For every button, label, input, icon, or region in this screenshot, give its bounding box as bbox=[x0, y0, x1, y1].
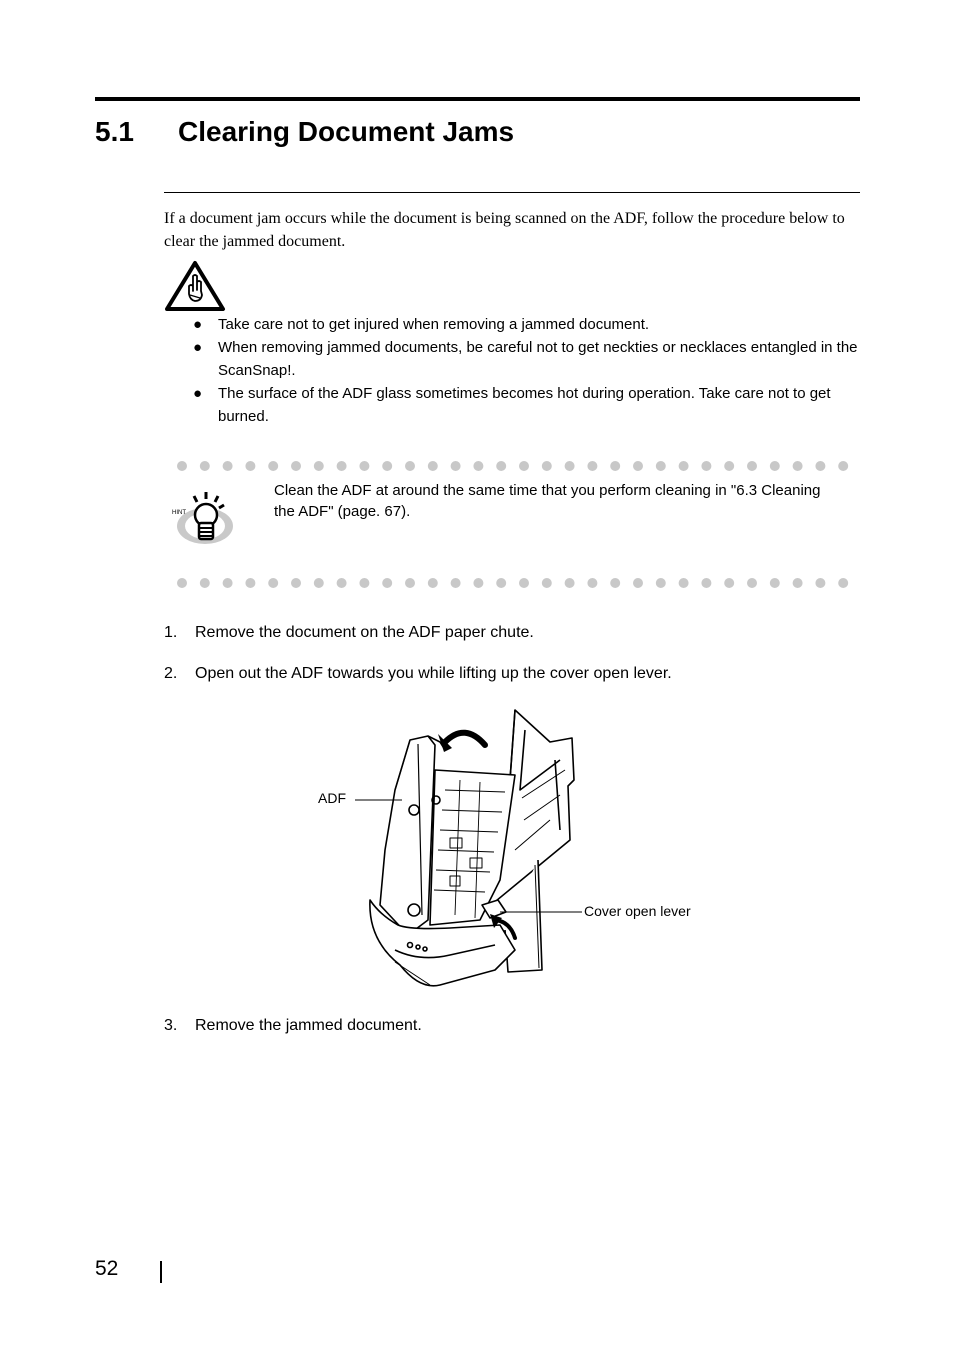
separator-dot bbox=[200, 461, 210, 471]
caution-hand-icon bbox=[164, 260, 226, 317]
separator-dot bbox=[656, 578, 666, 588]
separator-dot bbox=[268, 461, 278, 471]
separator-dot bbox=[382, 578, 392, 588]
separator-dot bbox=[565, 461, 575, 471]
separator-dot bbox=[770, 461, 780, 471]
separator-dot bbox=[496, 461, 506, 471]
page-number-bar bbox=[160, 1261, 162, 1283]
separator-dot bbox=[245, 578, 255, 588]
separator-dot bbox=[451, 461, 461, 471]
separator-dot bbox=[542, 461, 552, 471]
separator-dot bbox=[291, 461, 301, 471]
separator-dot bbox=[177, 461, 187, 471]
separator-dot bbox=[747, 461, 757, 471]
separator-dot bbox=[473, 578, 483, 588]
separator-dot bbox=[496, 578, 506, 588]
separator-dot bbox=[314, 578, 324, 588]
scanner-open-adf-illustration bbox=[310, 700, 610, 1005]
hint-text: Clean the ADF at around the same time that you perform cleaning in "6.3 Cleaning the ADF" (page. 67). bbox=[274, 482, 821, 520]
hint-label: HINT bbox=[172, 510, 186, 516]
separator-dot bbox=[314, 461, 324, 471]
warning-text: Take care not to get injured when removing a jammed document. bbox=[218, 316, 650, 333]
section-divider bbox=[164, 192, 860, 193]
step-text: Remove the jammed document. bbox=[195, 1017, 422, 1034]
warning-item bbox=[193, 336, 863, 382]
separator-dot bbox=[815, 578, 825, 588]
lightbulb-hint-icon bbox=[172, 490, 238, 557]
step-text: Open out the ADF towards you while lifting up the cover open lever. bbox=[195, 665, 672, 682]
page-number: 52 bbox=[95, 1257, 119, 1280]
separator-dot bbox=[382, 461, 392, 471]
step-number: 2. bbox=[164, 665, 178, 682]
hint-top-dotted-rule bbox=[176, 459, 851, 473]
separator-dot bbox=[633, 578, 643, 588]
intro-paragraph: If a document jam occurs while the document is being scanned on the ADF, follow the procedure below to clear the jammed document. bbox=[164, 210, 845, 250]
separator-dot bbox=[177, 578, 187, 588]
section-title: Clearing Document Jams bbox=[178, 116, 515, 147]
separator-dot bbox=[428, 578, 438, 588]
section-number: 5.1 bbox=[95, 116, 134, 147]
warning-text: When removing jammed documents, be careful not to get neckties or necklaces entangled in the ScanSnap!. bbox=[218, 339, 858, 379]
separator-dot bbox=[337, 578, 347, 588]
separator-dot bbox=[405, 578, 415, 588]
separator-dot bbox=[359, 461, 369, 471]
adf-callout-label: ADF bbox=[318, 790, 346, 806]
separator-dot bbox=[724, 578, 734, 588]
bullet: ● bbox=[193, 339, 203, 356]
separator-dot bbox=[542, 578, 552, 588]
separator-dot bbox=[200, 578, 210, 588]
separator-dot bbox=[337, 461, 347, 471]
separator-dot bbox=[724, 461, 734, 471]
separator-dot bbox=[428, 461, 438, 471]
separator-dot bbox=[268, 578, 278, 588]
separator-dot bbox=[223, 461, 233, 471]
separator-dot bbox=[701, 461, 711, 471]
separator-dot bbox=[770, 578, 780, 588]
separator-dot bbox=[793, 461, 803, 471]
warning-item bbox=[193, 313, 863, 336]
step-number: 1. bbox=[164, 624, 178, 641]
separator-dot bbox=[679, 578, 689, 588]
separator-dot bbox=[610, 578, 620, 588]
warning-text: The surface of the ADF glass sometimes becomes hot during operation. Take care not to get burned. bbox=[218, 385, 831, 425]
separator-dot bbox=[815, 461, 825, 471]
step-text: Remove the document on the ADF paper chute. bbox=[195, 624, 534, 641]
separator-dot bbox=[793, 578, 803, 588]
separator-dot bbox=[519, 578, 529, 588]
header-rule bbox=[95, 97, 860, 101]
separator-dot bbox=[565, 578, 575, 588]
warning-list bbox=[193, 313, 863, 428]
separator-dot bbox=[679, 461, 689, 471]
separator-dot bbox=[451, 578, 461, 588]
separator-dot bbox=[245, 461, 255, 471]
separator-dot bbox=[838, 578, 848, 588]
hint-bottom-dotted-rule bbox=[176, 576, 851, 590]
separator-dot bbox=[473, 461, 483, 471]
separator-dot bbox=[747, 578, 757, 588]
separator-dot bbox=[223, 578, 233, 588]
separator-dot bbox=[656, 461, 666, 471]
bullet: ● bbox=[193, 316, 203, 333]
separator-dot bbox=[610, 461, 620, 471]
separator-dot bbox=[701, 578, 711, 588]
separator-dot bbox=[519, 461, 529, 471]
separator-dot bbox=[587, 461, 597, 471]
step-number: 3. bbox=[164, 1017, 178, 1034]
separator-dot bbox=[405, 461, 415, 471]
separator-dot bbox=[359, 578, 369, 588]
bullet: ● bbox=[193, 385, 203, 402]
separator-dot bbox=[633, 461, 643, 471]
separator-dot bbox=[838, 461, 848, 471]
warning-item bbox=[193, 382, 863, 428]
cover-open-lever-callout-label: Cover open lever bbox=[584, 903, 691, 919]
separator-dot bbox=[587, 578, 597, 588]
separator-dot bbox=[291, 578, 301, 588]
